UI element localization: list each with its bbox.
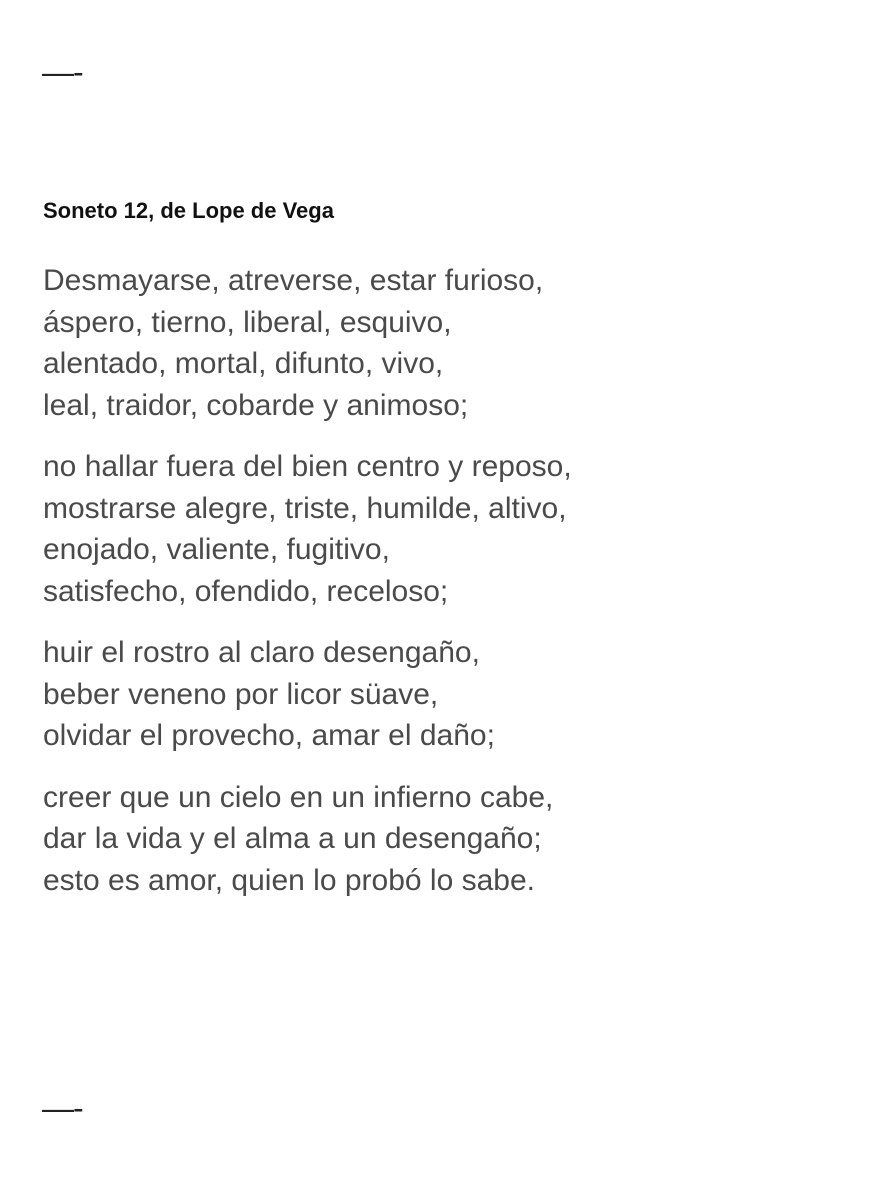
verse-line: creer que un cielo en un infierno cabe, <box>43 780 554 814</box>
stanza-3 <box>43 632 572 757</box>
verse-line: dar la vida y el alma a un desengaño; <box>43 822 542 855</box>
verse-line: Desmayarse, atreverse, estar furioso, <box>43 264 544 297</box>
verse-line: áspero, tierno, liberal, esquivo, <box>43 305 452 339</box>
stanza-2 <box>43 446 572 612</box>
verse-line: olvidar el provecho, amar el daño; <box>43 719 495 752</box>
verse-line: beber veneno por licor süave, <box>43 677 439 711</box>
poem-body <box>43 260 572 921</box>
stanza-1 <box>43 260 572 426</box>
verse-line: huir el rostro al claro desengaño, <box>43 636 480 669</box>
verse-line: satisfecho, ofendido, receloso; <box>43 574 449 608</box>
verse-line: mostrarse alegre, triste, humilde, altivo, <box>43 491 567 525</box>
verse-line: esto es amor, quien lo probó lo sabe. <box>43 863 535 897</box>
poem-title: Soneto 12, de Lope de Vega <box>43 198 334 223</box>
verse-line: alentado, mortal, difunto, vivo, <box>43 347 444 380</box>
separator-bottom: —- <box>42 1090 83 1126</box>
separator-top: —- <box>42 54 83 90</box>
stanza-4 <box>43 777 572 902</box>
verse-line: leal, traidor, cobarde y animoso; <box>43 388 469 422</box>
verse-line: no hallar fuera del bien centro y reposo, <box>43 450 572 483</box>
verse-line: enojado, valiente, fugitivo, <box>43 533 390 566</box>
